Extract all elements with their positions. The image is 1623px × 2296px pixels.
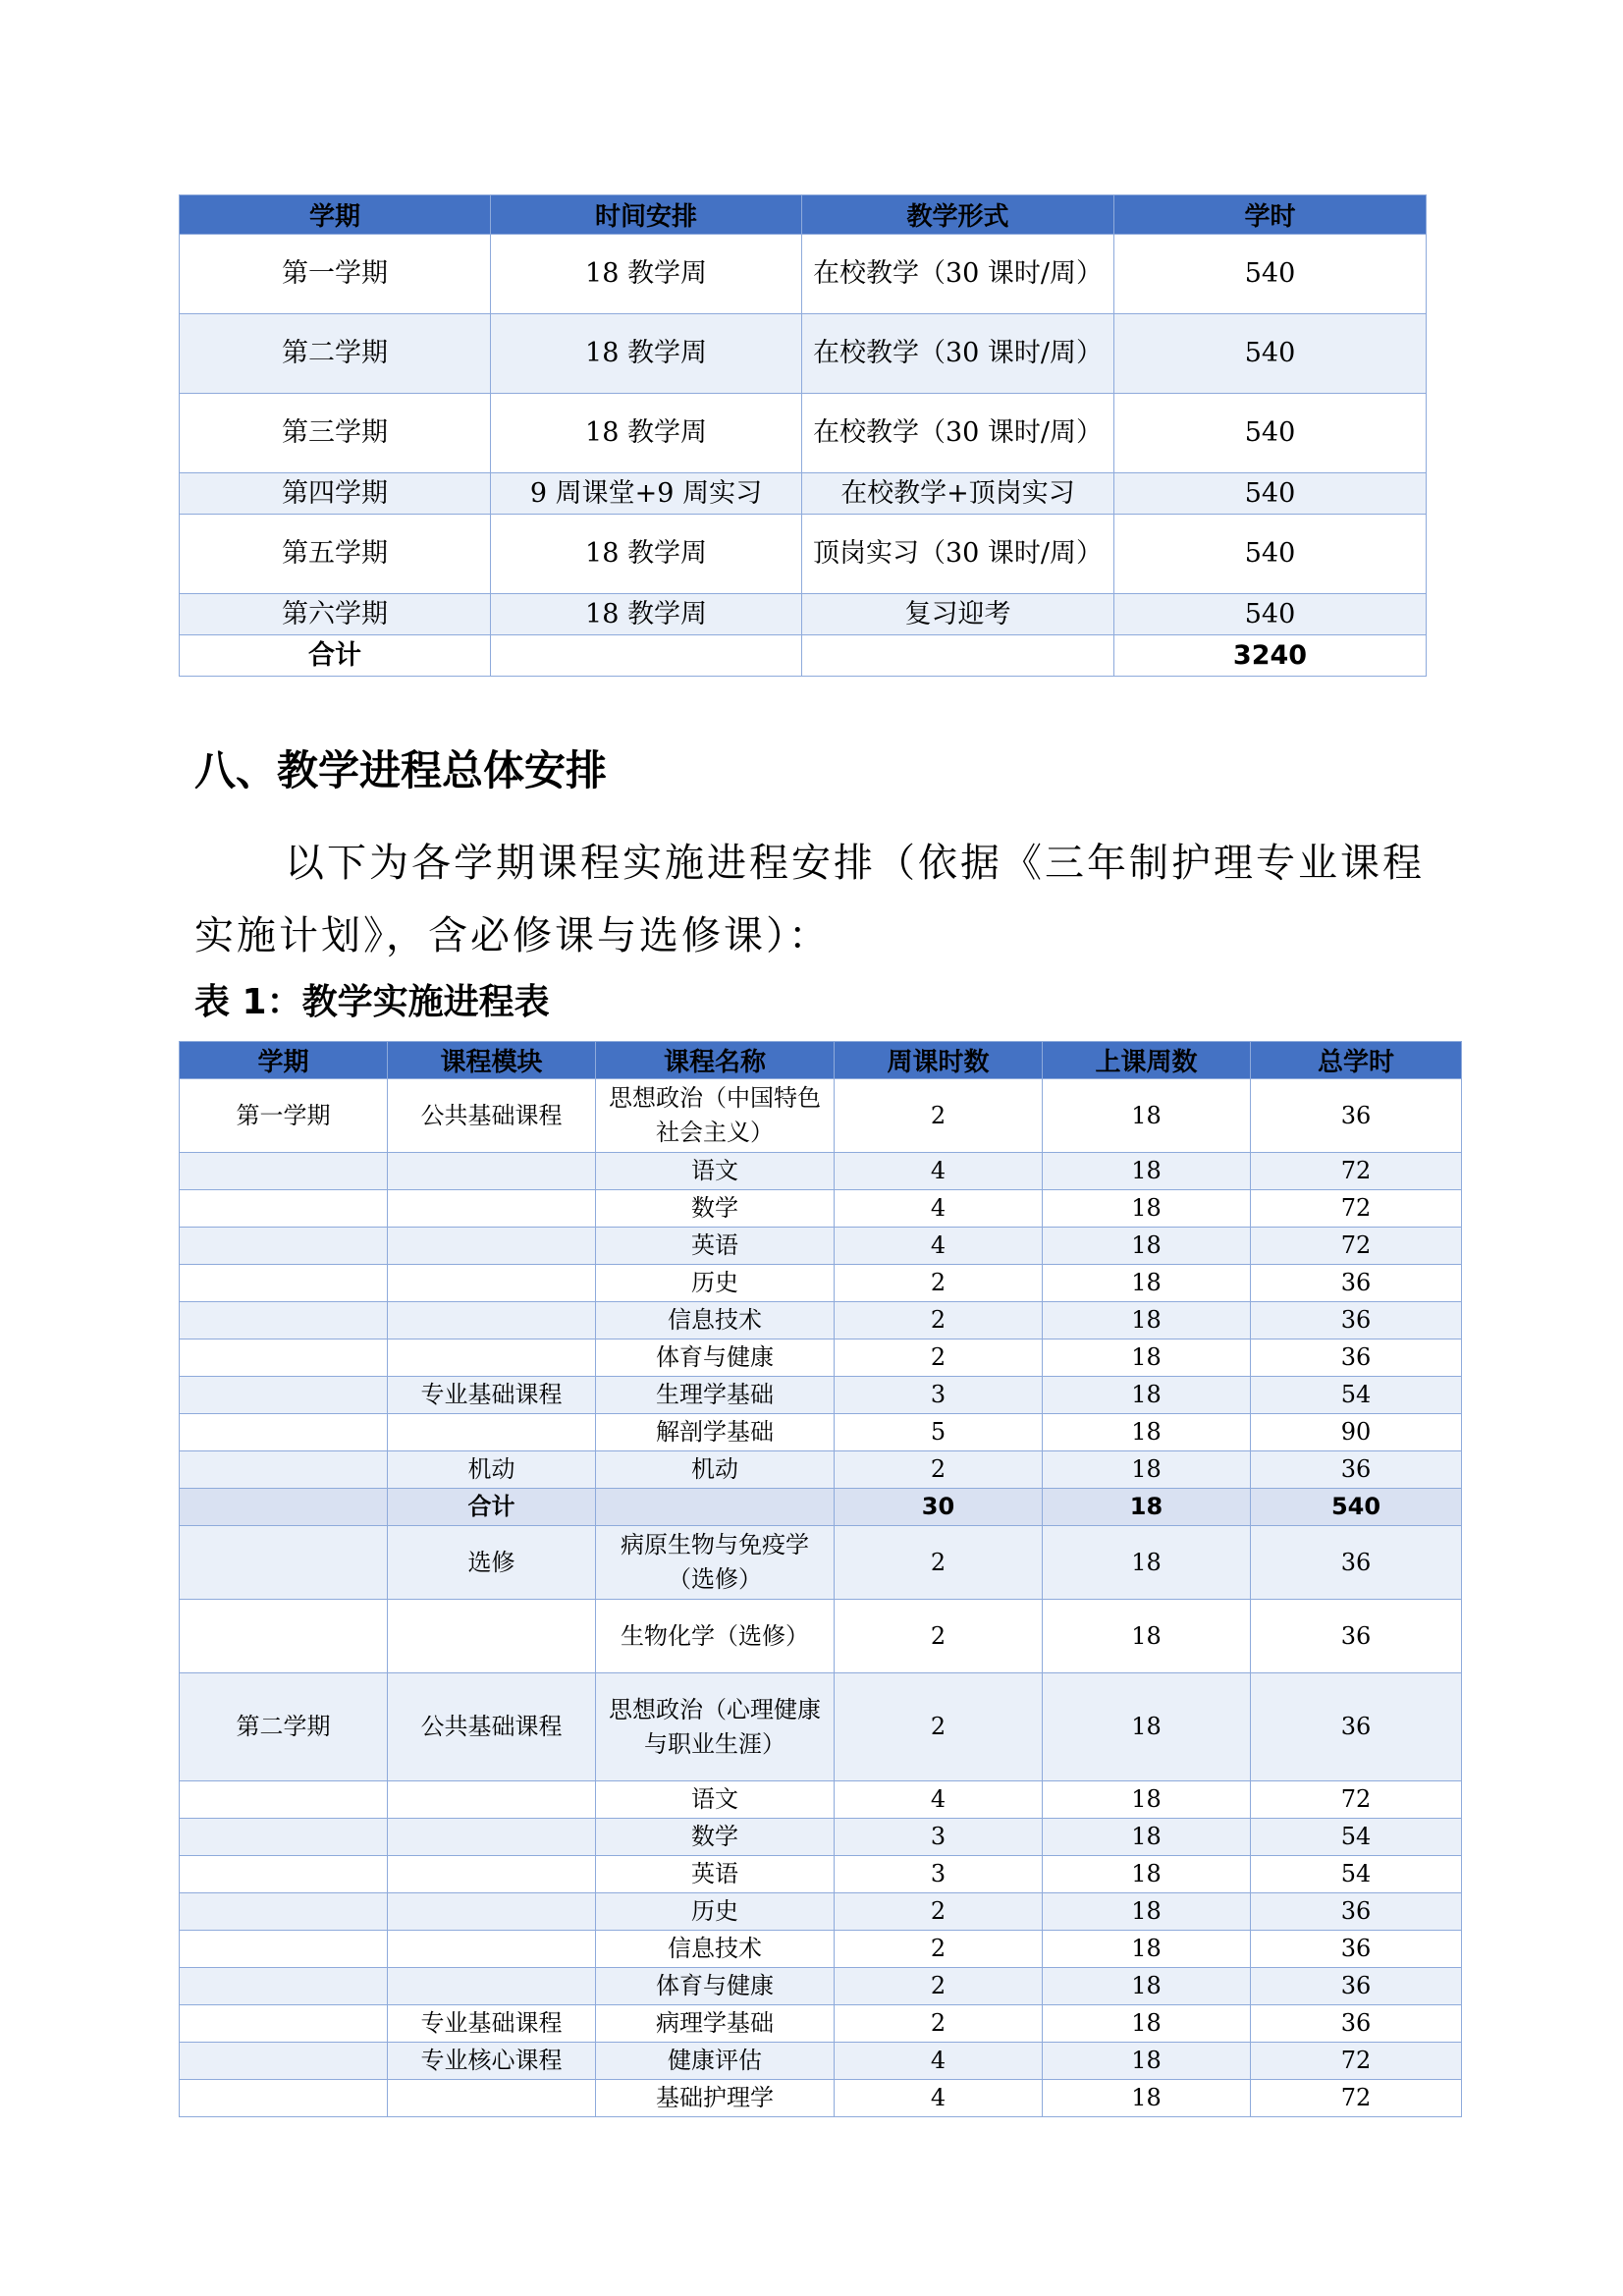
section-heading: 八、教学进程总体安排 xyxy=(194,746,608,794)
table-row xyxy=(180,2080,1462,2117)
cell: 思想政治（中国特色社会主义） xyxy=(596,1079,835,1153)
cell xyxy=(180,2080,388,2117)
cell: 机动 xyxy=(596,1451,835,1489)
cell: 5 xyxy=(835,1414,1043,1451)
cell: 3 xyxy=(835,1377,1043,1414)
cell: 18 xyxy=(1043,2043,1251,2080)
cell: 36 xyxy=(1251,1526,1462,1600)
cell xyxy=(180,1153,388,1190)
cell: 病理学基础 xyxy=(596,2005,835,2043)
cell: 选修 xyxy=(388,1526,596,1600)
cell: 2 xyxy=(835,1302,1043,1339)
cell: 72 xyxy=(1251,1153,1462,1190)
table-row xyxy=(180,515,1427,594)
subtotal-row xyxy=(180,1489,1462,1526)
cell xyxy=(596,1489,835,1526)
cell: 36 xyxy=(1251,1600,1462,1673)
cell: 语文 xyxy=(596,1153,835,1190)
cell xyxy=(388,1856,596,1893)
cell xyxy=(388,1819,596,1856)
table-row xyxy=(180,1377,1462,1414)
cell xyxy=(180,1414,388,1451)
cell: 4 xyxy=(835,1153,1043,1190)
cell xyxy=(388,1414,596,1451)
cell xyxy=(180,1451,388,1489)
header-teaching-form: 教学形式 xyxy=(802,195,1114,235)
cell: 合计 xyxy=(388,1489,596,1526)
cell xyxy=(180,1931,388,1968)
cell xyxy=(180,1302,388,1339)
cell: 72 xyxy=(1251,1190,1462,1228)
cell: 在校教学（30 课时/周） xyxy=(802,394,1114,473)
cell: 3 xyxy=(835,1856,1043,1893)
table-row xyxy=(180,1414,1462,1451)
table-row xyxy=(180,1968,1462,2005)
cell: 18 xyxy=(1043,1489,1251,1526)
cell: 4 xyxy=(835,2080,1043,2117)
cell xyxy=(388,1339,596,1377)
cell: 在校教学（30 课时/周） xyxy=(802,314,1114,394)
cell: 18 xyxy=(1043,1893,1251,1931)
semester-schedule-table xyxy=(179,194,1427,677)
cell xyxy=(388,1931,596,1968)
cell: 540 xyxy=(1251,1489,1462,1526)
cell: 第一学期 xyxy=(180,235,491,314)
cell xyxy=(180,2043,388,2080)
cell xyxy=(388,1190,596,1228)
table-row xyxy=(180,594,1427,635)
cell: 72 xyxy=(1251,1228,1462,1265)
cell: 18 xyxy=(1043,1153,1251,1190)
cell xyxy=(180,1228,388,1265)
cell: 生物化学（选修） xyxy=(596,1600,835,1673)
table-row xyxy=(180,1079,1462,1153)
cell: 18 教学周 xyxy=(491,394,802,473)
cell: 病原生物与免疫学（选修） xyxy=(596,1526,835,1600)
cell: 36 xyxy=(1251,1673,1462,1781)
cell: 体育与健康 xyxy=(596,1339,835,1377)
table-row xyxy=(180,1451,1462,1489)
cell: 第三学期 xyxy=(180,394,491,473)
header-semester: 学期 xyxy=(180,1042,388,1079)
cell: 4 xyxy=(835,1190,1043,1228)
cell: 36 xyxy=(1251,1451,1462,1489)
cell: 18 教学周 xyxy=(491,235,802,314)
table-row xyxy=(180,473,1427,515)
cell: 第五学期 xyxy=(180,515,491,594)
cell: 历史 xyxy=(596,1893,835,1931)
cell: 540 xyxy=(1114,314,1427,394)
cell: 18 xyxy=(1043,1526,1251,1600)
header-hours: 学时 xyxy=(1114,195,1427,235)
table-row xyxy=(180,314,1427,394)
cell: 3 xyxy=(835,1819,1043,1856)
cell: 54 xyxy=(1251,1377,1462,1414)
cell: 2 xyxy=(835,1893,1043,1931)
cell: 18 xyxy=(1043,1377,1251,1414)
cell: 18 教学周 xyxy=(491,515,802,594)
cell: 18 xyxy=(1043,1600,1251,1673)
cell: 18 xyxy=(1043,2005,1251,2043)
table-row xyxy=(180,1190,1462,1228)
cell: 18 xyxy=(1043,1228,1251,1265)
cell: 在校教学+顶岗实习 xyxy=(802,473,1114,515)
cell: 18 xyxy=(1043,1265,1251,1302)
cell xyxy=(180,2005,388,2043)
cell: 第六学期 xyxy=(180,594,491,635)
cell: 第二学期 xyxy=(180,1673,388,1781)
cell xyxy=(388,1302,596,1339)
cell: 2 xyxy=(835,1931,1043,1968)
cell xyxy=(388,1893,596,1931)
cell: 18 xyxy=(1043,1856,1251,1893)
cell: 36 xyxy=(1251,1079,1462,1153)
header-weeks: 上课周数 xyxy=(1043,1042,1251,1079)
cell: 2 xyxy=(835,1968,1043,2005)
cell: 36 xyxy=(1251,1339,1462,1377)
cell: 36 xyxy=(1251,1968,1462,2005)
cell: 18 xyxy=(1043,1302,1251,1339)
cell: 语文 xyxy=(596,1781,835,1819)
cell xyxy=(180,1600,388,1673)
cell: 健康评估 xyxy=(596,2043,835,2080)
cell: 信息技术 xyxy=(596,1931,835,1968)
table-row xyxy=(180,1819,1462,1856)
table-row xyxy=(180,2043,1462,2080)
cell: 72 xyxy=(1251,2043,1462,2080)
cell: 72 xyxy=(1251,1781,1462,1819)
cell: 专业基础课程 xyxy=(388,1377,596,1414)
cell xyxy=(491,635,802,677)
table-row xyxy=(180,1153,1462,1190)
cell: 历史 xyxy=(596,1265,835,1302)
header-total-hours: 总学时 xyxy=(1251,1042,1462,1079)
total-row xyxy=(180,635,1427,677)
cell: 36 xyxy=(1251,1893,1462,1931)
cell: 90 xyxy=(1251,1414,1462,1451)
cell: 英语 xyxy=(596,1856,835,1893)
header-course-name: 课程名称 xyxy=(596,1042,835,1079)
cell: 18 xyxy=(1043,1190,1251,1228)
table-row xyxy=(180,1931,1462,1968)
cell: 公共基础课程 xyxy=(388,1079,596,1153)
cell: 18 xyxy=(1043,1414,1251,1451)
cell: 公共基础课程 xyxy=(388,1673,596,1781)
cell: 18 教学周 xyxy=(491,594,802,635)
table-row xyxy=(180,1228,1462,1265)
cell: 2 xyxy=(835,1079,1043,1153)
cell: 机动 xyxy=(388,1451,596,1489)
table-row xyxy=(180,235,1427,314)
cell: 数学 xyxy=(596,1819,835,1856)
cell: 基础护理学 xyxy=(596,2080,835,2117)
cell: 3240 xyxy=(1114,635,1427,677)
cell: 36 xyxy=(1251,1302,1462,1339)
cell: 复习迎考 xyxy=(802,594,1114,635)
table-row xyxy=(180,394,1427,473)
cell: 18 xyxy=(1043,1673,1251,1781)
cell: 体育与健康 xyxy=(596,1968,835,2005)
cell: 第一学期 xyxy=(180,1079,388,1153)
cell xyxy=(388,1600,596,1673)
cell: 生理学基础 xyxy=(596,1377,835,1414)
cell: 4 xyxy=(835,1228,1043,1265)
table-row xyxy=(180,2005,1462,2043)
cell xyxy=(180,1265,388,1302)
teaching-progress-table xyxy=(179,1041,1462,2117)
cell: 专业基础课程 xyxy=(388,2005,596,2043)
cell: 2 xyxy=(835,1451,1043,1489)
header-time-arrangement: 时间安排 xyxy=(491,195,802,235)
cell: 4 xyxy=(835,2043,1043,2080)
cell: 18 xyxy=(1043,1931,1251,1968)
header-course-module: 课程模块 xyxy=(388,1042,596,1079)
table-caption: 表 1：教学实施进程表 xyxy=(194,982,550,1022)
cell: 540 xyxy=(1114,594,1427,635)
cell: 540 xyxy=(1114,473,1427,515)
table-row xyxy=(180,1526,1462,1600)
cell xyxy=(388,1968,596,2005)
table-header-row xyxy=(180,1042,1462,1079)
cell: 18 xyxy=(1043,1339,1251,1377)
table-row xyxy=(180,1673,1462,1781)
cell xyxy=(388,2080,596,2117)
cell: 在校教学（30 课时/周） xyxy=(802,235,1114,314)
cell xyxy=(388,1153,596,1190)
cell: 2 xyxy=(835,1339,1043,1377)
cell: 专业核心课程 xyxy=(388,2043,596,2080)
cell xyxy=(388,1228,596,1265)
cell: 18 教学周 xyxy=(491,314,802,394)
cell: 2 xyxy=(835,1600,1043,1673)
table-row xyxy=(180,1781,1462,1819)
cell xyxy=(180,1893,388,1931)
cell xyxy=(180,1489,388,1526)
cell xyxy=(180,1856,388,1893)
cell: 18 xyxy=(1043,2080,1251,2117)
table-row xyxy=(180,1600,1462,1673)
cell: 54 xyxy=(1251,1819,1462,1856)
header-weekly-hours: 周课时数 xyxy=(835,1042,1043,1079)
cell xyxy=(180,1377,388,1414)
cell: 540 xyxy=(1114,515,1427,594)
cell: 2 xyxy=(835,1526,1043,1600)
header-semester: 学期 xyxy=(180,195,491,235)
cell: 18 xyxy=(1043,1968,1251,2005)
section-paragraph: 以下为各学期课程实施进程安排（依据《三年制护理专业课程实施计划》，含必修课与选修课）： xyxy=(194,841,1425,958)
cell: 9 周课堂+9 周实习 xyxy=(491,473,802,515)
table-row xyxy=(180,1302,1462,1339)
cell xyxy=(180,1339,388,1377)
cell xyxy=(180,1526,388,1600)
cell: 第四学期 xyxy=(180,473,491,515)
cell xyxy=(180,1190,388,1228)
cell: 540 xyxy=(1114,235,1427,314)
cell: 30 xyxy=(835,1489,1043,1526)
cell: 72 xyxy=(1251,2080,1462,2117)
cell xyxy=(388,1265,596,1302)
cell: 合计 xyxy=(180,635,491,677)
cell: 第二学期 xyxy=(180,314,491,394)
cell: 思想政治（心理健康与职业生涯） xyxy=(596,1673,835,1781)
cell: 2 xyxy=(835,1673,1043,1781)
cell xyxy=(802,635,1114,677)
cell: 顶岗实习（30 课时/周） xyxy=(802,515,1114,594)
table-row xyxy=(180,1339,1462,1377)
cell: 2 xyxy=(835,1265,1043,1302)
table-row xyxy=(180,1893,1462,1931)
table-row xyxy=(180,1856,1462,1893)
cell: 解剖学基础 xyxy=(596,1414,835,1451)
cell: 18 xyxy=(1043,1819,1251,1856)
cell: 54 xyxy=(1251,1856,1462,1893)
cell xyxy=(180,1819,388,1856)
cell: 2 xyxy=(835,2005,1043,2043)
cell: 18 xyxy=(1043,1079,1251,1153)
cell: 540 xyxy=(1114,394,1427,473)
cell: 36 xyxy=(1251,1931,1462,1968)
cell: 36 xyxy=(1251,2005,1462,2043)
cell xyxy=(180,1781,388,1819)
cell: 信息技术 xyxy=(596,1302,835,1339)
cell: 18 xyxy=(1043,1451,1251,1489)
cell: 36 xyxy=(1251,1265,1462,1302)
table-row xyxy=(180,1265,1462,1302)
cell xyxy=(180,1968,388,2005)
cell: 英语 xyxy=(596,1228,835,1265)
cell: 4 xyxy=(835,1781,1043,1819)
cell: 数学 xyxy=(596,1190,835,1228)
table-header-row xyxy=(180,195,1427,235)
cell: 18 xyxy=(1043,1781,1251,1819)
cell xyxy=(388,1781,596,1819)
